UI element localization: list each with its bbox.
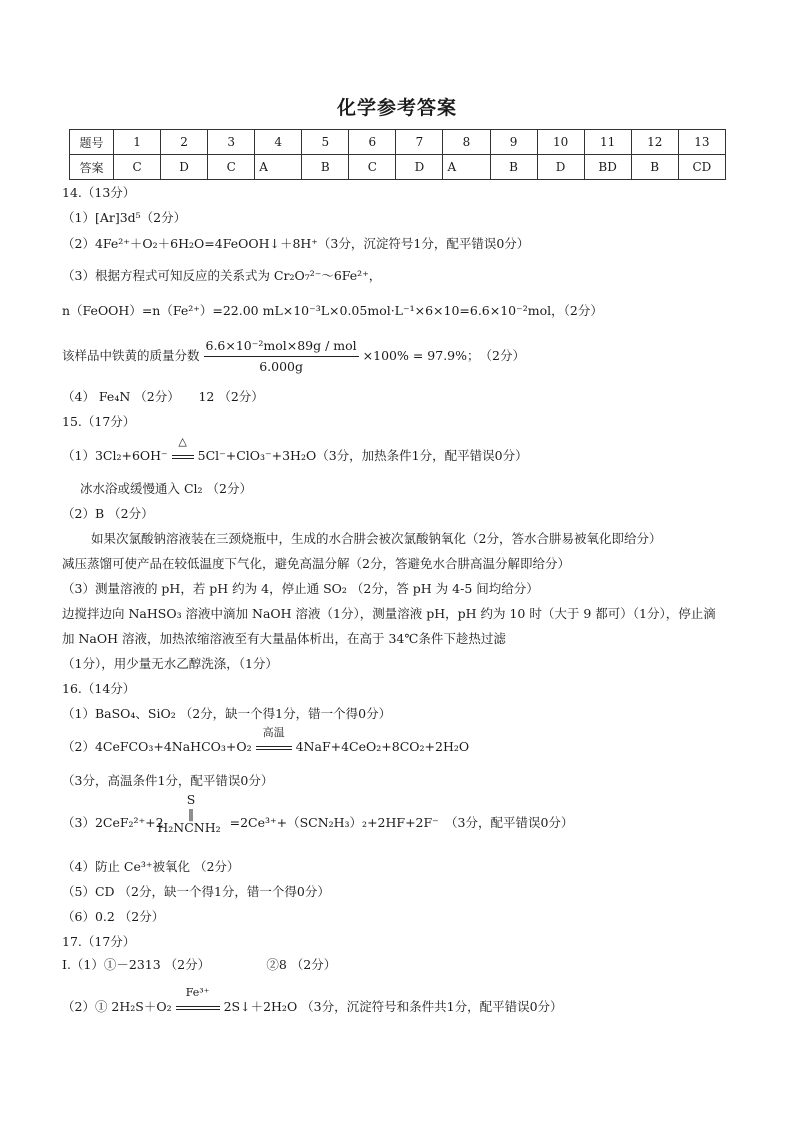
table-cell: CD	[678, 155, 725, 180]
reaction-arrow-catalyst	[176, 986, 220, 1015]
q14-line-5	[62, 336, 525, 377]
q16-line-5: （4）防止 Ce³⁺被氧化 （2分）	[62, 859, 240, 874]
table-cell: 12	[631, 130, 678, 155]
fraction-numerator: 6.6×10⁻²mol×89g / mol	[204, 336, 359, 357]
q16-line-1: （1）BaSO₄、SiO₂ （2分，缺一个得1分，错一个得0分）	[62, 706, 392, 721]
reaction-arrow-high-temp	[256, 726, 292, 755]
q14-line-3: （3）根据方程式可知反应的关系式为 Cr₂O₇²⁻～6Fe²⁺，	[62, 268, 382, 283]
thiourea-sulfur: S	[186, 792, 196, 807]
q16-line-2	[62, 726, 470, 755]
q15-line-2: 冰水浴或缓慢通入 Cl₂ （2分）	[80, 481, 252, 496]
q17-eq-right: 2S↓＋2H₂O （3分，沉淀符号和条件共1分，配平错误0分）	[223, 999, 563, 1014]
table-cell: 6	[349, 130, 396, 155]
table-row-answers	[70, 155, 726, 180]
table-cell: 8	[443, 130, 490, 155]
thiourea-formula: H₂NCNH₂	[157, 820, 221, 835]
q15-line-9: （1分），用少量无水乙醇洗涤，（1分）	[62, 656, 278, 671]
q17-heading: 17.（17分）	[62, 934, 136, 949]
q16-eq-left-3: （3）2CeF₂²⁺+2	[62, 815, 164, 830]
table-cell: A	[443, 155, 490, 180]
table-cell: 4	[255, 130, 302, 155]
reaction-arrow-heat	[172, 435, 194, 464]
q15-line-3: （2）B （2分）	[62, 506, 154, 521]
table-cell: 9	[490, 130, 537, 155]
table-cell: B	[302, 155, 349, 180]
thiourea-double-bond: ‖	[187, 806, 195, 821]
q17-line-2	[62, 986, 563, 1015]
table-cell: C	[208, 155, 255, 180]
table-cell: 2	[161, 130, 208, 155]
table-cell: D	[537, 155, 584, 180]
table-cell: A	[255, 155, 302, 180]
q14-heading: 14.（13分）	[62, 185, 136, 200]
q14-line-6: （4） Fe₄N （2分） 12 （2分）	[62, 389, 264, 404]
q16-line-7: （6）0.2 （2分）	[62, 909, 165, 924]
q16-eq-left: （2）4CeFCO₃+4NaHCO₃+O₂	[62, 739, 252, 754]
high-temp-condition: 高温	[262, 726, 285, 739]
table-header-label: 题号	[70, 130, 114, 155]
table-cell: C	[114, 155, 161, 180]
q15-line-5: 减压蒸馏可使产品在较低温度下气化，避免高温分解（2分，答避免水合肼高温分解即给分）	[62, 556, 570, 571]
q16-eq-right-3: =2Ce³⁺+（SCN₂H₃）₂+2HF+2F⁻ （3分，配平错误0分）	[229, 815, 574, 830]
q15-line-8: 加 NaOH 溶液，加热浓缩溶液至有大量晶体析出，在高于 34℃条件下趁热过滤	[62, 631, 506, 646]
q15-line-6: （3）测量溶液的 pH，若 pH 约为 4，停止通 SO₂ （2分，答 pH 为 4-5 间均给分）	[62, 581, 539, 596]
table-cell: D	[396, 155, 443, 180]
q15-line-1	[62, 435, 528, 464]
table-cell: 10	[537, 130, 584, 155]
table-cell: BD	[584, 155, 631, 180]
table-row-numbers	[70, 130, 726, 155]
table-answer-label: 答案	[70, 155, 114, 180]
table-cell: 1	[114, 130, 161, 155]
table-cell: 5	[302, 130, 349, 155]
table-cell: C	[349, 155, 396, 180]
q17-eq-left: （2）① 2H₂S＋O₂	[62, 999, 172, 1014]
table-cell: 11	[584, 130, 631, 155]
table-cell: 3	[208, 130, 255, 155]
q14-line-2: （2）4Fe²⁺＋O₂＋6H₂O=4FeOOH↓＋8H⁺（3分，沉淀符号1分，配平错误0分）	[62, 236, 530, 251]
q14-line-4: n（FeOOH）=n（Fe²⁺）=22.00 mL×10⁻³L×0.05mol·L⁻¹×6×10=6.6×10⁻²mol，（2分）	[62, 303, 603, 318]
q17-line-1: Ⅰ.（1）①－2313 （2分） ②8 （2分）	[62, 957, 337, 972]
q14-mass-fraction-result: ×100% = 97.9%； （2分）	[362, 348, 525, 363]
table-cell: 13	[678, 130, 725, 155]
q14-mass-fraction-label: 该样品中铁黄的质量分数	[62, 348, 200, 363]
q14-line-1: （1）[Ar]3d⁵（2分）	[62, 210, 187, 225]
q15-heading: 15.（17分）	[62, 414, 136, 429]
page-title: 化学参考答案	[336, 97, 457, 119]
table-cell: D	[161, 155, 208, 180]
catalyst-condition: Fe³⁺	[185, 986, 210, 999]
q16-line-4	[62, 815, 573, 831]
table-cell: 7	[396, 130, 443, 155]
q16-line-3: （3分，高温条件1分，配平错误0分）	[62, 773, 274, 788]
q16-line-6: （5）CD （2分，缺一个得1分，错一个得0分）	[62, 884, 330, 899]
answer-table	[69, 129, 726, 180]
q15-line-4: 如果次氯酸钠溶液装在三颈烧瓶中，生成的水合肼会被次氯酸钠氧化（2分，答水合肼易被氧化即给分）	[91, 531, 662, 546]
q16-eq-right: 4NaF+4CeO₂+8CO₂+2H₂O	[295, 739, 470, 754]
q15-eq-left: （1）3Cl₂+6OH⁻	[62, 448, 168, 463]
q15-line-7: 边搅拌边向 NaHSO₃ 溶液中滴加 NaOH 溶液（1分），测量溶液 pH，pH 约为 10 时（大于 9 都可）（1分），停止滴	[62, 606, 716, 621]
mass-fraction-formula	[204, 336, 359, 377]
table-cell: B	[631, 155, 678, 180]
fraction-denominator: 6.000g	[259, 359, 303, 374]
heat-condition: △	[178, 435, 187, 448]
q15-eq-right: 5Cl⁻+ClO₃⁻+3H₂O（3分，加热条件1分，配平错误0分）	[197, 448, 528, 463]
table-cell: B	[490, 155, 537, 180]
q16-heading: 16.（14分）	[62, 681, 136, 696]
